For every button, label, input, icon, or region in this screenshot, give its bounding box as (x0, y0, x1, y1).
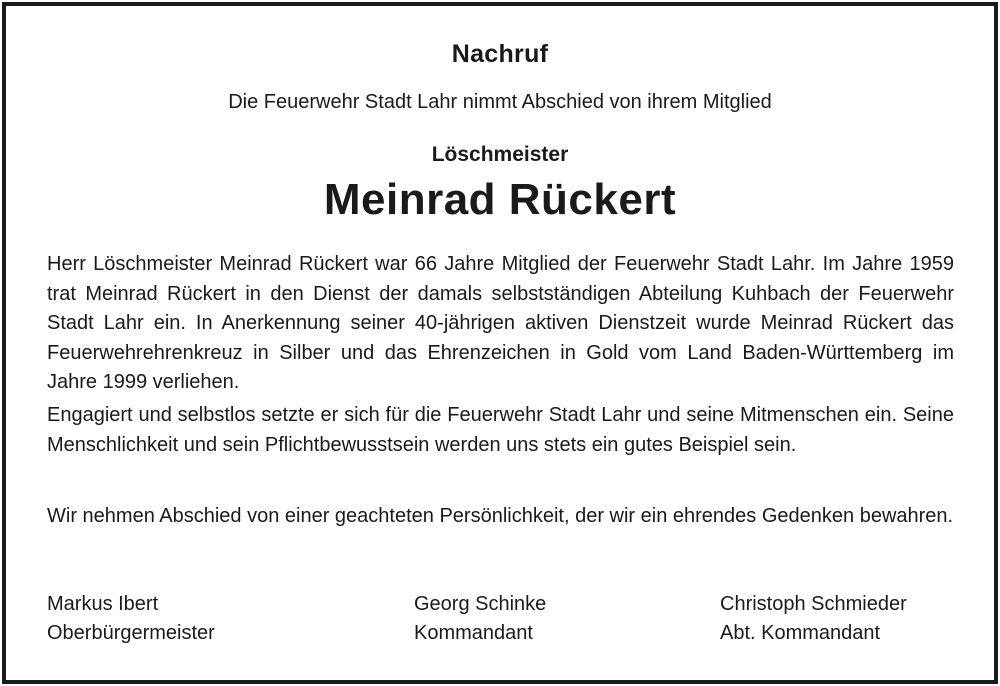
signatory-role: Kommandant (414, 622, 533, 644)
paragraph-character: Engagiert und selbstlos setzte er sich für die Feuerwehr Stadt Lahr und seine Mitmenschen ein. Seine Menschlichkeit und sein Pflichtbewusstsein werden uns stets ein gutes Beispiel sein. (47, 404, 954, 456)
notice-intro: Die Feuerwehr Stadt Lahr nimmt Abschied von ihrem Mitglied (228, 91, 772, 113)
signatory-role: Abt. Kommandant (720, 622, 881, 644)
paragraph-farewell: Wir nehmen Abschied von einer geachteten Persönlichkeit, der wir ein ehrendes Gedenken bewahren. (47, 505, 954, 527)
signatory-role: Oberbürgermeister (47, 622, 215, 644)
deceased-name: Meinrad Rückert (323, 175, 677, 224)
notice-title: Nachruf (451, 40, 549, 68)
signature-block-commander (414, 590, 546, 648)
signatory-name: Christoph Schmieder (720, 593, 907, 615)
deceased-rank: Löschmeister (431, 143, 569, 166)
signature-block-section-commander (720, 590, 907, 648)
signatory-name: Georg Schinke (414, 593, 547, 615)
paragraph-service: Herr Löschmeister Meinrad Rückert war 66 Jahre Mitglied der Feuerwehr Stadt Lahr. Im Jahre 1959 trat Meinrad Rückert in den Dienst der damals selbstständigen Abteilung Kuhbach der Feuerwehr Stadt Lahr ein. In Anerkennung seiner 40-jährigen aktiven Dienstzeit wurde Meinrad Rückert das Feuerwehrehrenkreuz in Silber und das Ehrenzeichen in Gold vom Land Baden-Württemberg im Jahre 1999 verliehen. (47, 253, 954, 393)
signatory-name: Markus Ibert (47, 593, 159, 615)
signature-block-mayor (47, 590, 215, 648)
